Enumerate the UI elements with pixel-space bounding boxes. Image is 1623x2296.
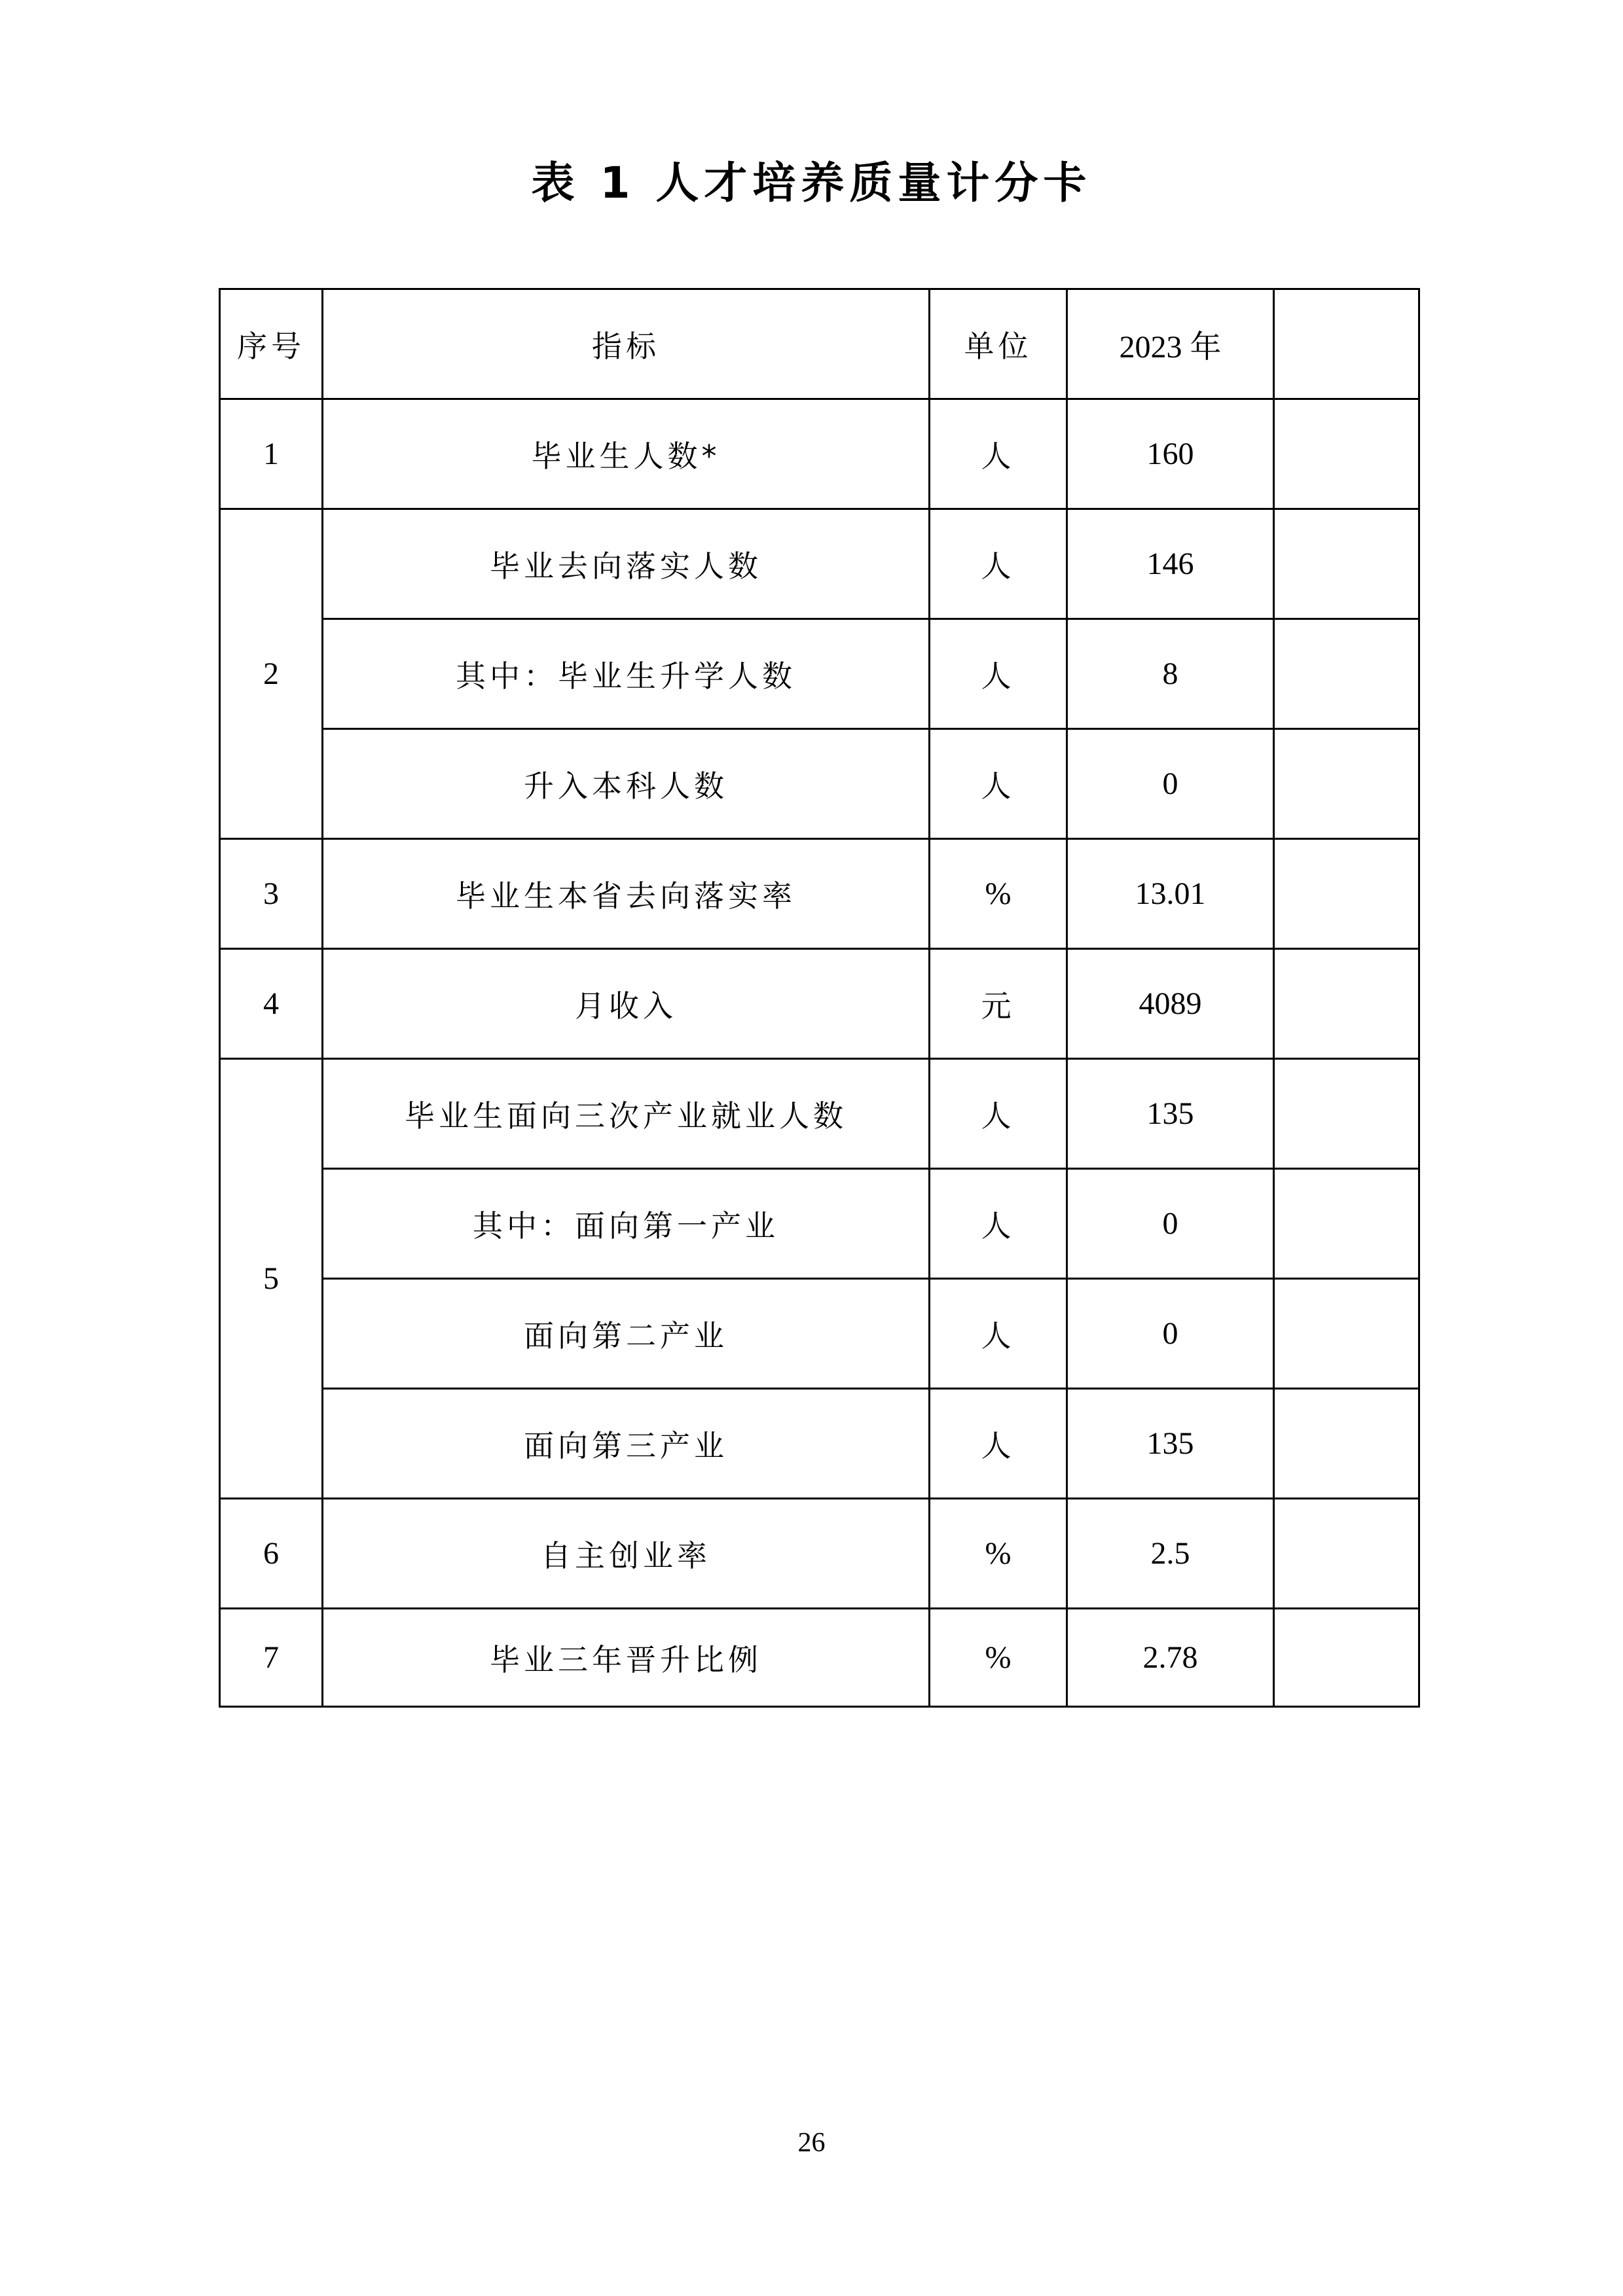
row-indicator: 毕业三年晋升比例	[323, 1609, 930, 1707]
row-value: 0	[1067, 1279, 1274, 1389]
row-unit: 人	[930, 399, 1067, 509]
table-row	[220, 619, 1419, 729]
page-title: 表 1 人才培养质量计分卡	[531, 158, 1092, 208]
row-indicator: 面向第二产业	[323, 1279, 930, 1389]
row-indicator: 其中：毕业生升学人数	[323, 619, 930, 729]
row-value: 160	[1067, 399, 1274, 509]
header-year: 2023 年	[1067, 289, 1274, 399]
table-row	[220, 1389, 1419, 1499]
row-indicator: 毕业生面向三次产业就业人数	[323, 1059, 930, 1169]
row-extra	[1274, 839, 1419, 949]
row-indicator: 自主创业率	[323, 1499, 930, 1609]
row-unit: 人	[930, 729, 1067, 839]
page-number: 26	[797, 2128, 826, 2158]
row-unit: 人	[930, 619, 1067, 729]
row-extra	[1274, 1059, 1419, 1169]
row-indicator: 面向第三产业	[323, 1389, 930, 1499]
row-value: 4089	[1067, 949, 1274, 1059]
header-extra	[1274, 289, 1419, 399]
row-value: 135	[1067, 1389, 1274, 1499]
row-extra	[1274, 949, 1419, 1059]
header-seq: 序号	[220, 289, 323, 399]
row-unit: %	[930, 1609, 1067, 1707]
row-indicator: 月收入	[323, 949, 930, 1059]
row-unit: 人	[930, 1169, 1067, 1279]
row-extra	[1274, 619, 1419, 729]
row-value: 0	[1067, 1169, 1274, 1279]
row-seq: 5	[220, 1059, 323, 1499]
table-row	[220, 839, 1419, 949]
table-row	[220, 399, 1419, 509]
row-extra	[1274, 1389, 1419, 1499]
row-seq: 7	[220, 1609, 323, 1707]
row-value: 2.78	[1067, 1609, 1274, 1707]
row-indicator: 升入本科人数	[323, 729, 930, 839]
row-value: 13.01	[1067, 839, 1274, 949]
row-indicator: 毕业生人数*	[323, 399, 930, 509]
row-seq: 4	[220, 949, 323, 1059]
row-value: 8	[1067, 619, 1274, 729]
row-value: 2.5	[1067, 1499, 1274, 1609]
row-extra	[1274, 399, 1419, 509]
table-header-row	[220, 289, 1419, 399]
row-extra	[1274, 1279, 1419, 1389]
row-unit: 元	[930, 949, 1067, 1059]
row-unit: %	[930, 1499, 1067, 1609]
row-unit: 人	[930, 509, 1067, 619]
row-value: 135	[1067, 1059, 1274, 1169]
header-unit: 单位	[930, 289, 1067, 399]
table-row	[220, 1169, 1419, 1279]
row-unit: 人	[930, 1059, 1067, 1169]
row-extra	[1274, 1169, 1419, 1279]
table-row	[220, 1499, 1419, 1609]
row-extra	[1274, 729, 1419, 839]
table-row	[220, 949, 1419, 1059]
row-seq: 3	[220, 839, 323, 949]
header-indicator: 指标	[323, 289, 930, 399]
quality-score-table	[219, 288, 1420, 1708]
row-indicator: 毕业去向落实人数	[323, 509, 930, 619]
row-extra	[1274, 509, 1419, 619]
row-unit: 人	[930, 1279, 1067, 1389]
row-value: 146	[1067, 509, 1274, 619]
table-row	[220, 1279, 1419, 1389]
table-row	[220, 729, 1419, 839]
row-seq: 6	[220, 1499, 323, 1609]
row-seq: 1	[220, 399, 323, 509]
row-indicator: 毕业生本省去向落实率	[323, 839, 930, 949]
table-row	[220, 509, 1419, 619]
row-extra	[1274, 1499, 1419, 1609]
table-row	[220, 1059, 1419, 1169]
row-unit: 人	[930, 1389, 1067, 1499]
row-indicator: 其中：面向第一产业	[323, 1169, 930, 1279]
row-seq: 2	[220, 509, 323, 839]
row-extra	[1274, 1609, 1419, 1707]
row-unit: %	[930, 839, 1067, 949]
row-value: 0	[1067, 729, 1274, 839]
table-row	[220, 1609, 1419, 1707]
